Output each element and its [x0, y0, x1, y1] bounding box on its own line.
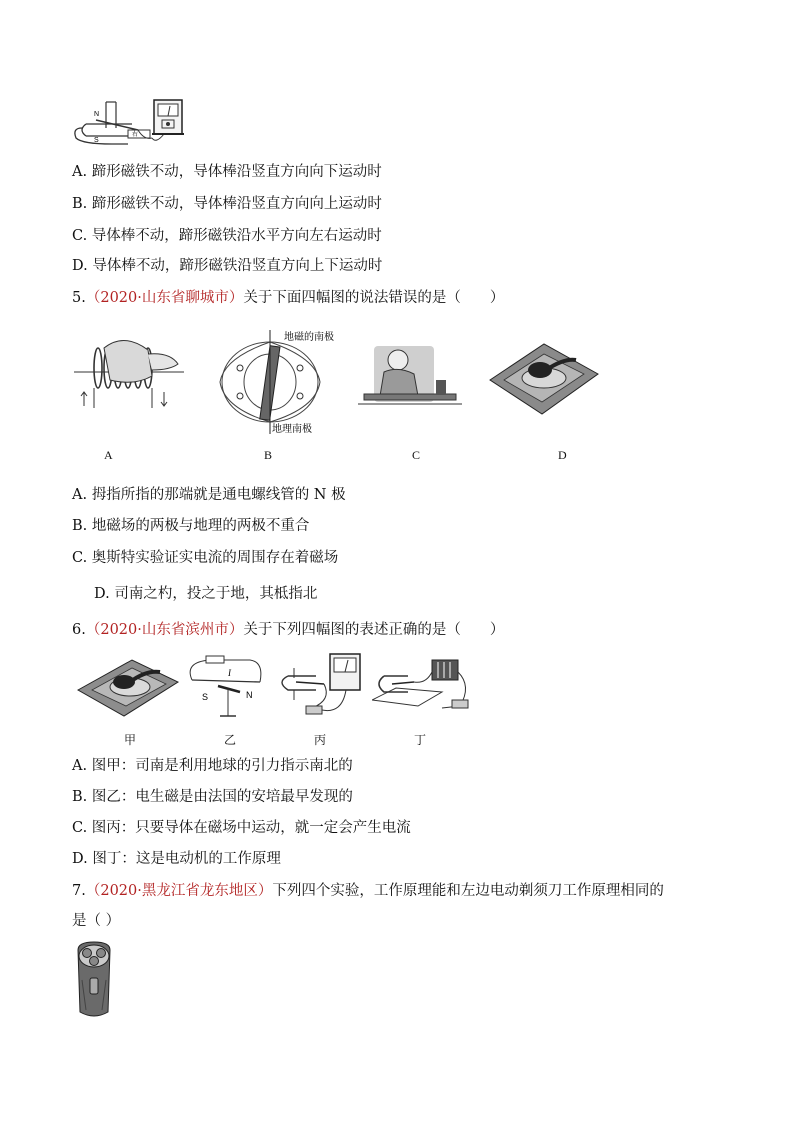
q7-figure-electric-shaver	[72, 940, 116, 1020]
q4-fig-label-n: N	[94, 111, 100, 118]
q4-fig-label-right: 右	[132, 131, 139, 138]
q4-option-a: A. 蹄形磁铁不动，导体棒沿竖直方向向下运动时	[72, 164, 382, 180]
q5-caption-a: A	[104, 448, 113, 462]
q6-figure-ding-motor	[372, 656, 476, 716]
q5-option-c: C. 奥斯特实验证实电流的周围存在着磁场	[72, 550, 339, 566]
q6-heading	[72, 620, 504, 640]
q4-option-d: D. 导体棒不动，蹄形磁铁沿竖直方向上下运动时	[72, 258, 383, 274]
q5-caption-c: C	[412, 448, 421, 462]
q6-option-a: A. 图甲：司南是利用地球的引力指示南北的	[72, 758, 353, 774]
q4-figure-induction-setup	[72, 94, 204, 148]
q5-fig-b-label-top: 地磁的南极	[284, 332, 334, 343]
q6-figure-yi-oersted	[180, 652, 266, 726]
q6-stem: 关于下列四幅图的表述正确的是（ ）	[243, 622, 505, 638]
q6-caption-yi: 乙	[224, 733, 237, 747]
q5-figure-a-solenoid-hand	[74, 330, 184, 412]
q4-fig-label-s: S	[94, 137, 99, 144]
q5-caption-b: B	[264, 448, 273, 462]
q4-option-c: C. 导体棒不动，蹄形磁铁沿水平方向左右运动时	[72, 228, 382, 244]
q5-figure-b-geomagnetic-field	[212, 328, 338, 436]
q6-fig-label-n: N	[246, 690, 253, 700]
q5-figure-d-sinan	[484, 340, 600, 416]
q6-number: 6.	[72, 622, 86, 638]
q5-caption-d: D	[558, 448, 567, 462]
q6-option-c: C. 图丙：只要导体在磁场中运动，就一定会产生电流	[72, 820, 411, 836]
q5-fig-b-label-bottom: 地理南极	[272, 424, 312, 435]
q5-figure-c-oersted	[358, 346, 462, 412]
q5-heading	[72, 288, 504, 308]
q7-stem: 下列四个实验，工作原理能和左边电动剃须刀工作原理相同的	[272, 883, 664, 899]
q7-number: 7.	[72, 883, 86, 899]
q5-option-b: B. 地磁场的两极与地理的两极不重合	[72, 518, 310, 534]
q6-option-b: B. 图乙：电生磁是由法国的安培最早发现的	[72, 789, 353, 805]
q7-source: （2020·黑龙江省龙东地区）	[85, 883, 273, 899]
q6-caption-bing: 丙	[314, 733, 327, 747]
q6-source: （2020·山东省滨州市）	[85, 622, 244, 638]
q7-heading	[72, 881, 664, 901]
q6-figure-bing-induction	[272, 650, 368, 724]
q5-stem: 关于下面四幅图的说法错误的是（ ）	[243, 290, 505, 306]
q6-option-d: D. 图丁：这是电动机的工作原理	[72, 851, 281, 867]
q6-fig-label-s: S	[202, 692, 209, 702]
q6-caption-ding: 丁	[414, 733, 427, 747]
q4-option-b: B. 蹄形磁铁不动，导体棒沿竖直方向向上运动时	[72, 196, 382, 212]
q6-caption-jia: 甲	[124, 733, 137, 747]
q5-source: （2020·山东省聊城市）	[85, 290, 244, 306]
q5-option-d: D. 司南之杓，投之于地，其柢指北	[94, 586, 318, 602]
q5-number: 5.	[72, 290, 86, 306]
q5-option-a: A. 拇指所指的那端就是通电螺线管的 N 极	[72, 487, 346, 503]
q7-stem-continued: 是（ ）	[72, 913, 121, 929]
q6-fig-label-i: I	[228, 668, 231, 678]
q6-figure-jia-sinan	[76, 656, 180, 718]
